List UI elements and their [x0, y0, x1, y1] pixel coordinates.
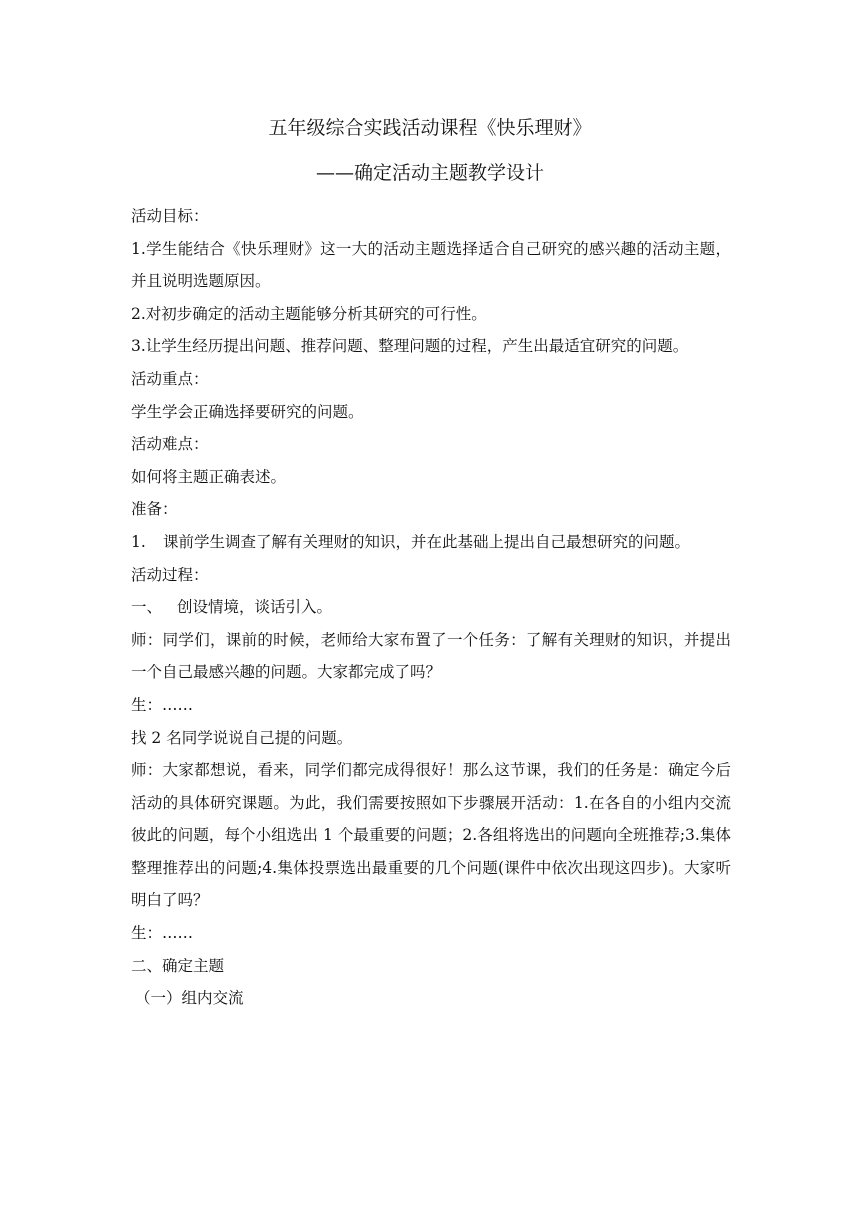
process-heading: 活动过程：: [131, 565, 209, 584]
objective-1: 1.学生能结合《快乐理财》这一大的活动主题选择适合自己研究的感兴趣的活动主题，并且说明选题原因。: [131, 239, 731, 291]
difficulty: 如何将主题正确表述。: [131, 467, 287, 486]
teacher-line-2: 师：大家都想说，看来，同学们都完成得很好！那么这节课，我们的任务是：确定今后活动的具体研究课题。为此，我们需要按照如下步骤展开活动：1.在各自的小组内交流彼此的问题，每个小组选出 1 个最重要的问题；2.各组将选出的问题向全班推荐;3.集体整理推荐出的问题;4.集体投票选出最重要的几个问题(课件中依次出现这四步)。大家听明白了吗？: [131, 761, 731, 910]
teacher-line-1: 师：同学们，课前的时候，老师给大家布置了一个任务：了解有关理财的知识，并提出一个自己最感兴趣的问题。大家都完成了吗？: [131, 630, 731, 682]
instruction-line-1: 找 2 名同学说说自己提的问题。: [131, 728, 353, 747]
objective-2: 2.对初步确定的活动主题能够分析其研究的可行性。: [131, 304, 487, 323]
step-one-number: 一、: [131, 598, 163, 617]
document-title: 五年级综合实践活动课程《快乐理财》: [268, 117, 592, 139]
preparation-item: [131, 526, 731, 559]
step-one-text: 创设情境，谈话引入。: [177, 598, 333, 617]
objective-3: 3.让学生经历提出问题、推荐问题、整理问题的过程，产生出最适宜研究的问题。: [131, 337, 689, 356]
step-one: [131, 591, 731, 624]
key-point-heading: 活动重点：: [131, 369, 209, 388]
subsection-one-heading: （一）组内交流: [135, 989, 244, 1008]
objectives-heading: 活动目标：: [131, 207, 209, 225]
preparation-heading: 准备：: [131, 500, 178, 519]
section-two-heading: 二、确定主题: [131, 956, 225, 975]
student-line-1: 生：……: [131, 695, 194, 714]
difficulty-heading: 活动难点：: [131, 435, 209, 454]
preparation-text: 课前学生调查了解有关理财的知识，并在此基础上提出自己最想研究的问题。: [163, 532, 691, 551]
student-line-2: 生：……: [131, 924, 194, 943]
key-point: 学生学会正确选择要研究的问题。: [131, 402, 364, 421]
document-body: [131, 200, 731, 1015]
preparation-number: 1.: [131, 532, 146, 551]
document-subtitle: ——确定活动主题教学设计: [315, 162, 544, 184]
